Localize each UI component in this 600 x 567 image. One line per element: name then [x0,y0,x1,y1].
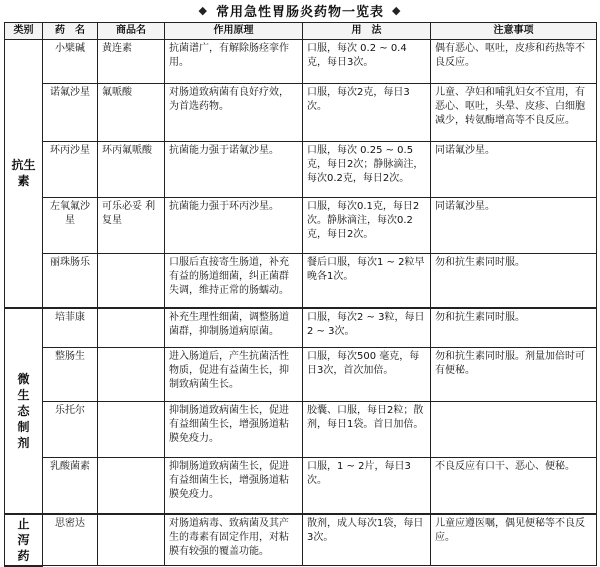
mechanism: 对肠道致病菌有良好疗效，为首选药物。 [165,84,303,142]
header-mechanism: 作用原理 [165,23,303,40]
mechanism: 抑制肠道致病菌生长，促进有益细菌生长，增强肠道粘膜免疫力。 [165,458,303,514]
header-trade-name: 商品名 [98,23,165,40]
diamond-icon: ◆ [392,3,402,17]
category-microecology: 微生态制剂 [5,308,43,514]
mechanism: 对肠道病毒、致病菌及其产生的毒素有固定作用，对粘膜有较强的覆盖功能。 [165,514,303,566]
usage: 口服，每次 0.25 ~ 0.5 克，每日2次；静脉滴注，每次0.2克，每日2次。 [303,142,431,198]
notes: 勿和抗生素同时服。 [431,308,597,348]
drug-table [4,22,597,567]
notes: 勿和抗生素同时服。 [431,254,597,308]
table-row [5,198,597,254]
page-title: 常用急性胃肠炎药物一览表 [215,4,384,20]
mechanism: 口服后直接寄生肠道，补充有益的肠道细菌，纠正菌群失调，维持正常的肠蠕动。 [165,254,303,308]
table-row [5,402,597,458]
usage: 口服，每次2 ~ 3粒，每日2 ~ 3次。 [303,308,431,348]
trade-name [98,458,165,514]
header-usage: 用 法 [303,23,431,40]
trade-name [98,402,165,458]
table-row [5,514,597,566]
trade-name [98,514,165,566]
trade-name: 氟哌酸 [98,84,165,142]
usage: 口服，每次0.1克，每日2次。静脉滴注，每次0.2克，每日2次。 [303,198,431,254]
table-row [5,254,597,308]
table-row [5,308,597,348]
trade-name [98,308,165,348]
trade-name: 可乐必妥 利复星 [98,198,165,254]
table-row [5,40,597,84]
drug-name: 乳酸菌素 [43,458,98,514]
trade-name [98,254,165,308]
drug-name: 培菲康 [43,308,98,348]
table-row [5,458,597,514]
usage: 口服，每次500 毫克，每日3次，首次加倍。 [303,348,431,402]
trade-name: 环丙氟哌酸 [98,142,165,198]
drug-name: 小檗碱 [43,40,98,84]
table-row [5,348,597,402]
header-drug-name: 药 名 [43,23,98,40]
drug-name: 思密达 [43,514,98,566]
drug-name: 乐托尔 [43,402,98,458]
table-row [5,84,597,142]
notes [431,402,597,458]
trade-name [98,348,165,402]
usage: 餐后口服，每次1 ~ 2粒早晚各1次。 [303,254,431,308]
mechanism: 进入肠道后，产生抗菌活性物质，促进有益菌生长，抑制致病菌生长。 [165,348,303,402]
header-category: 类别 [5,23,43,40]
mechanism: 补充生理性细菌，调整肠道菌群，抑制肠道病原菌。 [165,308,303,348]
usage: 口服，1 ~ 2片，每日3次。 [303,458,431,514]
diamond-icon: ◆ [198,3,208,17]
mechanism: 抗菌谱广，有解除肠痉挛作用。 [165,40,303,84]
table-row [5,142,597,198]
usage: 口服，每次 0.2 ~ 0.4 克，每日3次。 [303,40,431,84]
mechanism: 抑制肠道致病菌生长，促进有益细菌生长，增强肠道粘膜免疫力。 [165,402,303,458]
notes: 偶有恶心、呕吐，皮疹和药热等不良反应。 [431,40,597,84]
notes: 勿和抗生素同时服。剂量加倍时可有便秘。 [431,348,597,402]
category-antidiarrheal: 止泻药 [5,514,43,566]
notes: 同诺氟沙星。 [431,142,597,198]
notes: 儿童应遵医嘱，偶见便秘等不良反应。 [431,514,597,566]
header-row [5,23,597,40]
notes: 儿童、孕妇和哺乳妇女不宜用，有恶心、呕吐，头晕、皮疹、白细胞减少，转氨酶增高等不良反应。 [431,84,597,142]
drug-name: 整肠生 [43,348,98,402]
trade-name: 黄连素 [98,40,165,84]
usage: 散剂，成人每次1袋，每日3次。 [303,514,431,566]
mechanism: 抗菌能力强于环丙沙星。 [165,198,303,254]
title-bar [0,0,600,20]
notes: 不良反应有口干、恶心、便秘。 [431,458,597,514]
drug-name: 左氧氟沙星 [43,198,98,254]
drug-name: 环丙沙星 [43,142,98,198]
drug-name: 丽珠肠乐 [43,254,98,308]
drug-name: 诺氟沙星 [43,84,98,142]
category-antibiotics: 抗生素 [5,40,43,308]
usage: 胶囊、口服，每日2粒；散剂，每日1袋。首日加倍。 [303,402,431,458]
notes: 同诺氟沙星。 [431,198,597,254]
usage: 口服，每次2克，每日3次。 [303,84,431,142]
header-notes: 注意事项 [431,23,597,40]
mechanism: 抗菌能力强于诺氟沙星。 [165,142,303,198]
